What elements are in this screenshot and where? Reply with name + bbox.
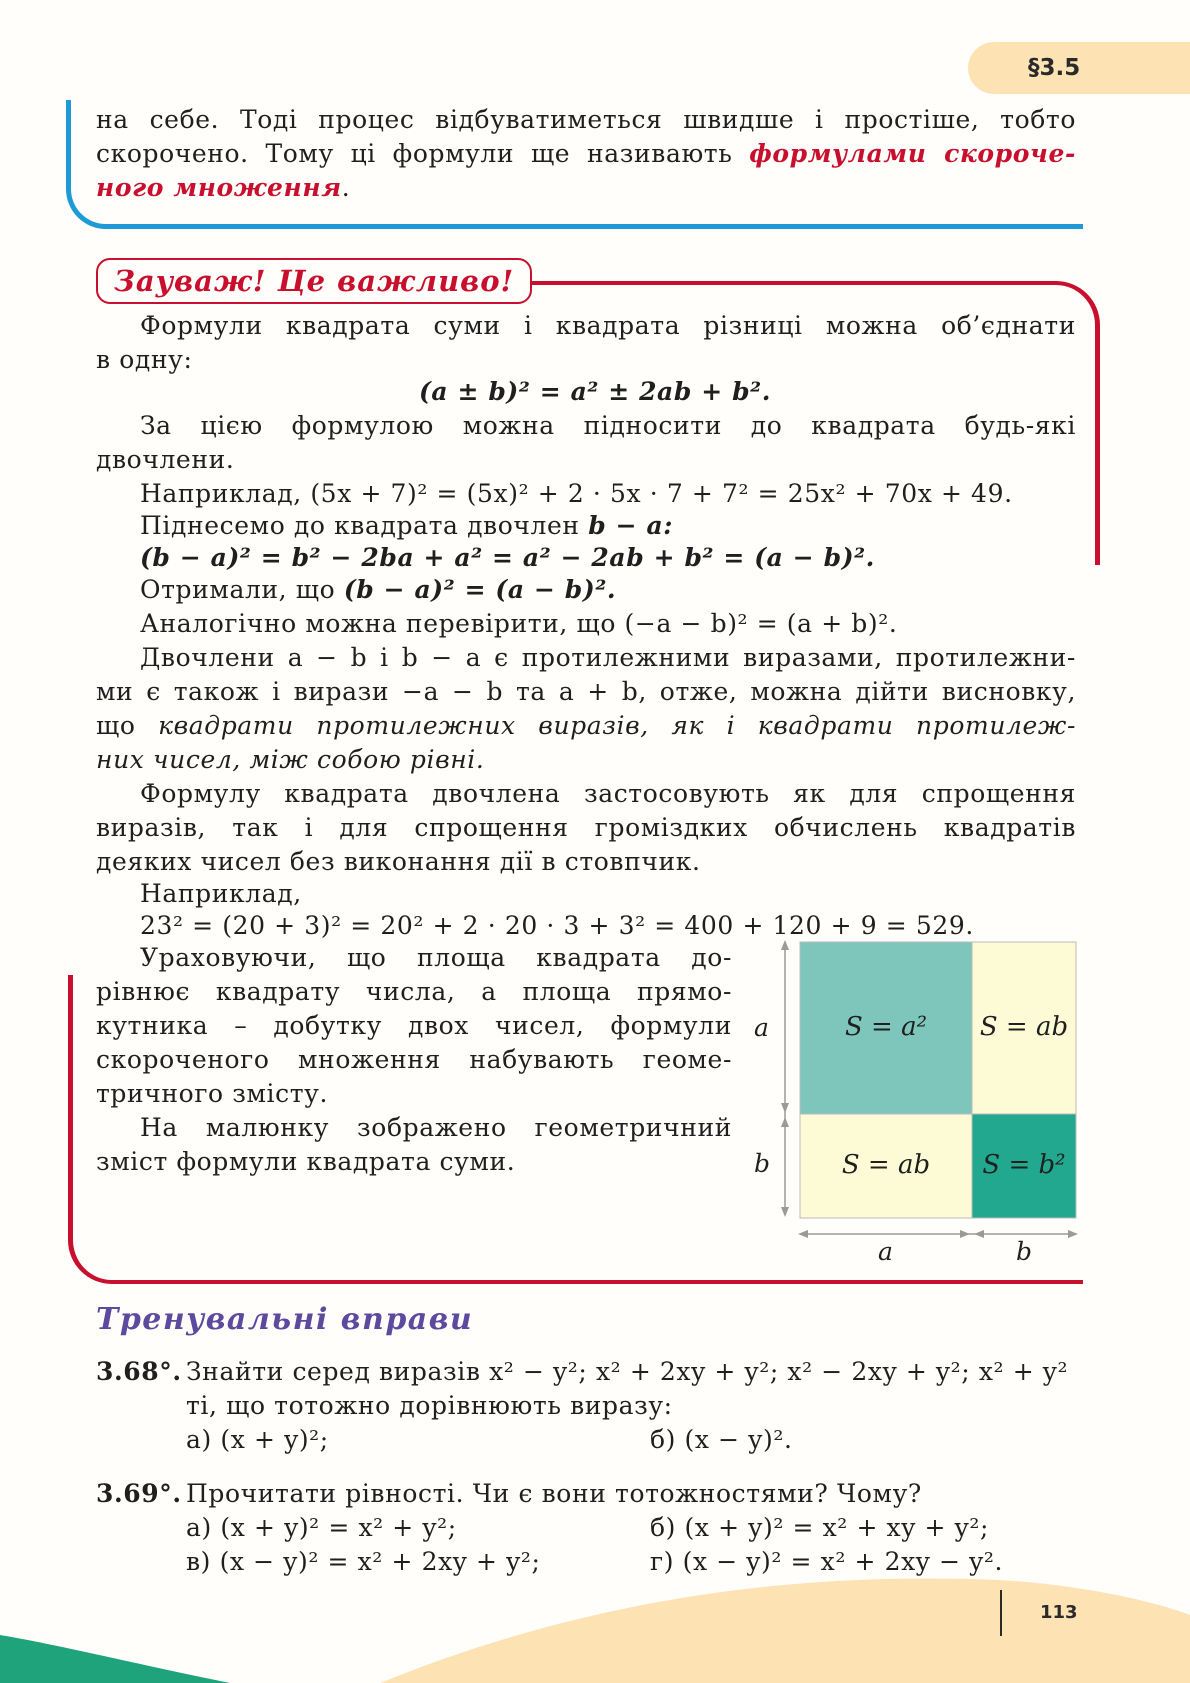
section-number: §3.5 bbox=[1028, 55, 1081, 81]
exercise-369-number: 3.69°. bbox=[96, 1479, 182, 1508]
geo-line-3: кутника – добутку двох чисел, формули bbox=[96, 1011, 732, 1040]
geo-line-4: скороченого множення набувають геоме- bbox=[96, 1045, 732, 1074]
formula-b-minus-a: (b − a)² = b² − 2ba + a² = a² − 2ab + b² = (a − b)². bbox=[140, 543, 875, 572]
exercise-369-v: в) (x − y)² = x² + 2xy + y²; bbox=[186, 1547, 541, 1576]
note-p3 bbox=[140, 510, 673, 542]
pic-line-1: На малюнку зображено геометричний bbox=[140, 1113, 732, 1142]
note-p3-text: Піднесемо до квадрата двочлен bbox=[140, 511, 589, 540]
term-highlight-end: ного множення bbox=[96, 173, 342, 202]
exercise-368-b: б) (x − y)². bbox=[650, 1425, 793, 1454]
exercise-369-a: а) (x + y)² = x² + y²; bbox=[186, 1513, 457, 1542]
example-2: 23² = (20 + 3)² = 20² + 2 · 20 · 3 + 3² = 400 + 120 + 9 = 529. bbox=[140, 911, 974, 940]
exercise-368-a: а) (x + y)²; bbox=[186, 1425, 329, 1454]
intro-line-3 bbox=[96, 172, 350, 204]
square-of-sum-diagram bbox=[770, 940, 1080, 1250]
intro-period: . bbox=[341, 173, 351, 202]
note-p7-line3: деяких чисел без виконання дії в стовпчик. bbox=[96, 847, 701, 876]
note-title: Зауваж! Це важливо! bbox=[96, 258, 532, 304]
binomial-b-a: b − a: bbox=[588, 511, 674, 540]
page-number-separator bbox=[1000, 1590, 1002, 1636]
exercise-368-line2: ті, що тотожно дорівнюють виразу: bbox=[186, 1391, 673, 1420]
label-b-left: b bbox=[754, 1149, 771, 1178]
page-number: 113 bbox=[1040, 1602, 1078, 1623]
intro-text: скорочено. Тому ці формули ще називають bbox=[96, 139, 750, 168]
section-tab bbox=[968, 42, 1190, 94]
note-p4 bbox=[140, 574, 616, 606]
exercise-368-line1: Знайти серед виразів x² − y²; x² + 2xy + y²; x² − 2xy + y²; x² + y² bbox=[186, 1357, 1069, 1386]
note-p7-line2: виразів, так і для спрощення громіздких обчислень квадратів bbox=[96, 813, 1076, 842]
identity-b-a: (b − a)² = (a − b)². bbox=[343, 575, 617, 604]
bottom-decoration bbox=[0, 1540, 1190, 1683]
formula-main: (a ± b)² = a² ± 2ab + b². bbox=[418, 377, 772, 406]
note-p2-line1: За цією формулою можна підносити до квадрата будь-які bbox=[140, 411, 1076, 440]
intro-line-1: на себе. Тоді процес відбуватиметься швидше і простіше, тобто bbox=[96, 105, 1076, 134]
label-a-bottom: a bbox=[878, 1237, 894, 1266]
cell-ab-top: S = ab bbox=[979, 1012, 1069, 1042]
note-p6-line2: ми є також і вирази −a − b та a + b, отже, можна дійти висновку, bbox=[96, 677, 1076, 706]
exercise-369-g: г) (x − y)² = x² + 2xy − y². bbox=[650, 1547, 1004, 1576]
pic-line-2: зміст формули квадрата суми. bbox=[96, 1147, 516, 1176]
intro-line-2 bbox=[96, 138, 1076, 170]
diagram-svg bbox=[770, 940, 1080, 1250]
note-p6-line1: Двочлени a − b і b − a є протилежними виразами, протилежни- bbox=[140, 643, 1076, 672]
note-p6-line3 bbox=[96, 710, 1076, 742]
exercise-368-number: 3.68°. bbox=[96, 1357, 182, 1386]
training-title: Тренувальні вправи bbox=[96, 1302, 474, 1337]
exercise-369-b: б) (x + y)² = x² + xy + y²; bbox=[650, 1513, 989, 1542]
note-p2-line2: двочлени. bbox=[96, 445, 235, 474]
exercise-369-line1: Прочитати рівності. Чи є вони тотожностями? Чому? bbox=[186, 1479, 922, 1508]
cell-ab-bottom: S = ab bbox=[841, 1150, 931, 1180]
cell-a-squared: S = a² bbox=[844, 1012, 928, 1042]
label-b-bottom: b bbox=[1016, 1237, 1033, 1266]
term-highlight: формулами скороче- bbox=[749, 139, 1076, 168]
example-1: Наприклад, (5x + 7)² = (5x)² + 2 · 5x · 7 + 7² = 25x² + 70x + 49. bbox=[140, 479, 1013, 508]
geo-line-2: рівнює квадрату числа, а площа прямо- bbox=[96, 977, 732, 1006]
note-p5: Аналогічно можна перевірити, що (−a − b)² = (a + b)². bbox=[140, 609, 898, 638]
note-p6-line4: них чисел, між собою рівні. bbox=[96, 745, 485, 774]
note-p4-text: Отримали, що bbox=[140, 575, 344, 604]
geo-line-5: тричного змісту. bbox=[96, 1079, 328, 1108]
cell-b-squared: S = b² bbox=[982, 1150, 1066, 1180]
geo-line-1: Ураховуючи, що площа квадрата до- bbox=[140, 943, 732, 972]
note-p8: Наприклад, bbox=[140, 879, 302, 908]
label-a-left: a bbox=[754, 1013, 770, 1042]
note-p6-text: що bbox=[96, 711, 159, 740]
note-p1-line1: Формули квадрата суми і квадрата різниці можна об’єднати bbox=[140, 311, 1076, 340]
rule-italic: квадрати протилежних виразів, як і квадрати протилеж- bbox=[158, 711, 1076, 740]
note-p7-line1: Формулу квадрата двочлена застосовують як для спрощення bbox=[140, 779, 1076, 808]
note-p1-line2: в одну: bbox=[96, 345, 193, 374]
